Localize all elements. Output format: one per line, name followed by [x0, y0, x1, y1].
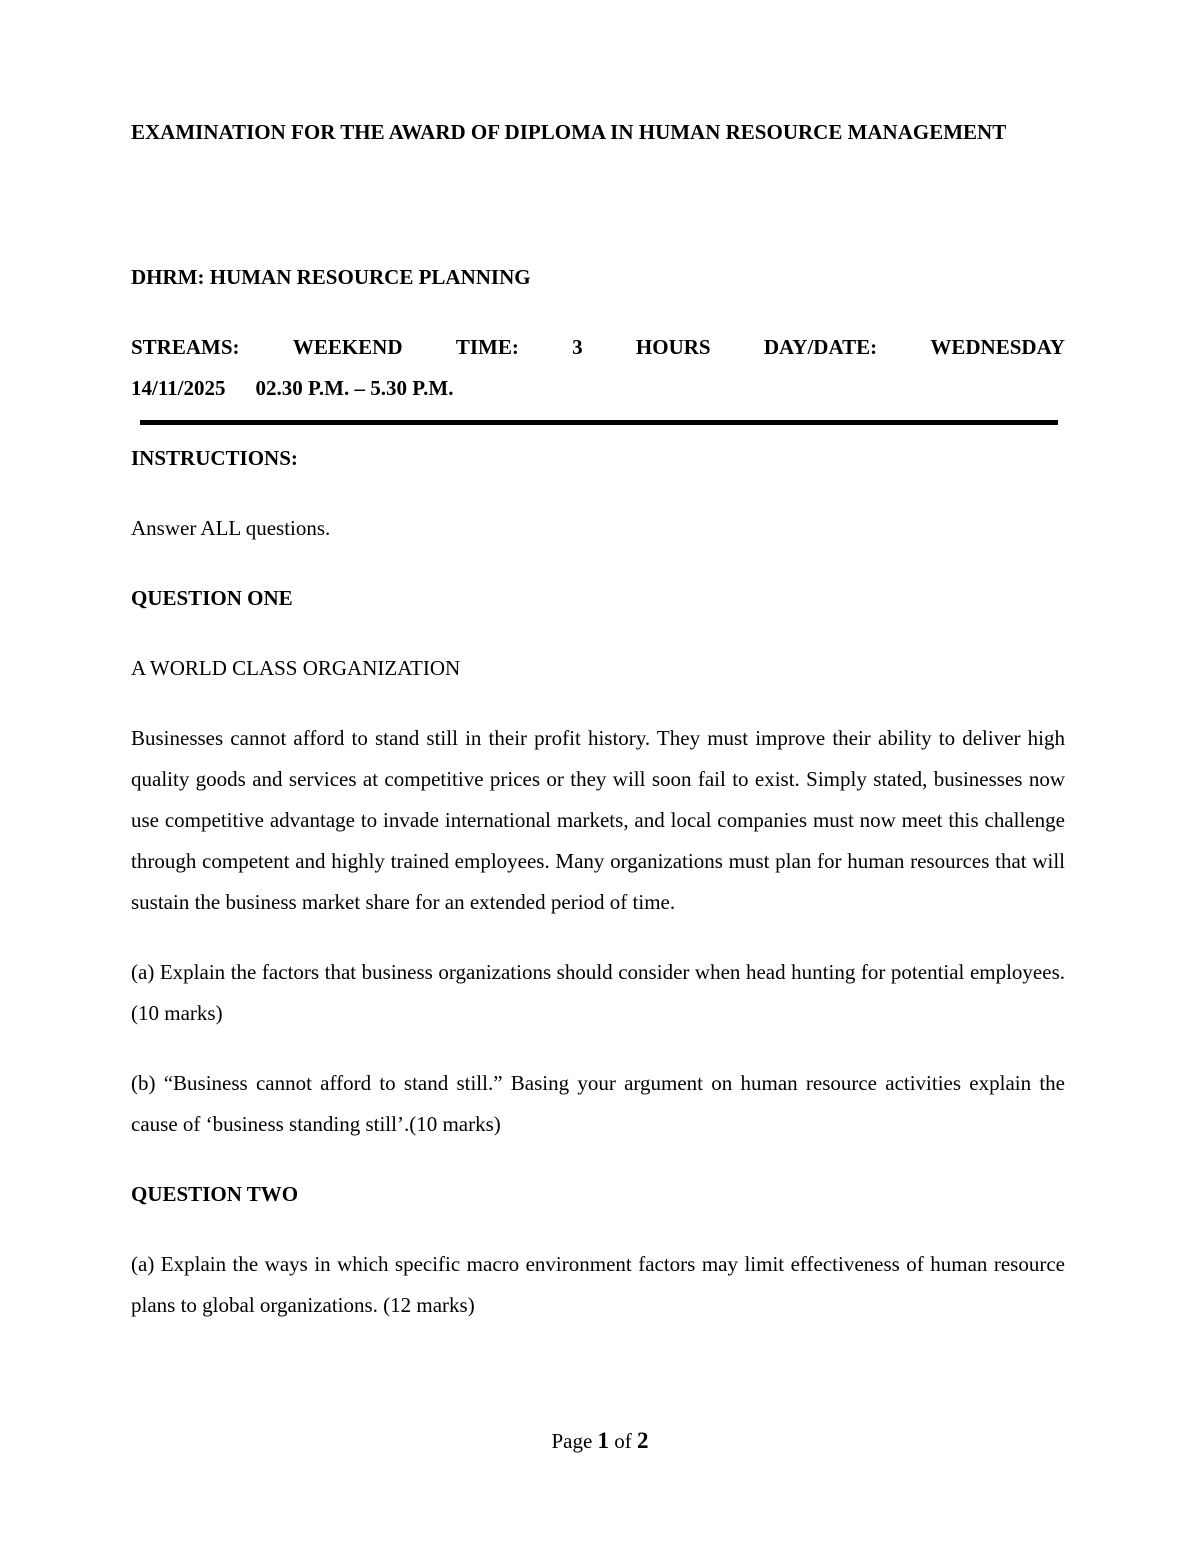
footer-page-total: 2	[637, 1428, 649, 1453]
question-one-part-b: (b) “Business cannot afford to stand still.” Basing your argument on human resource activities explain the cause of ‘business standing still’.(10 marks)	[131, 1071, 1065, 1136]
question-one-heading: QUESTION ONE	[131, 586, 293, 610]
instructions-heading: INSTRUCTIONS:	[131, 446, 298, 470]
streams-label: STREAMS:	[131, 335, 240, 359]
date-value: 14/11/2025	[131, 376, 226, 400]
page-content	[131, 112, 1065, 1326]
question-one-part-a: (a) Explain the factors that business organizations should consider when head hunting for potential employees. (10 marks)	[131, 960, 1065, 1025]
footer-of-word: of	[614, 1429, 632, 1453]
time-num: 3	[572, 335, 583, 359]
course-title: DHRM: HUMAN RESOURCE PLANNING	[131, 265, 531, 289]
instructions-text: Answer ALL questions.	[131, 516, 331, 540]
exam-details	[131, 327, 1065, 409]
page-footer	[0, 1428, 1200, 1454]
exam-title: EXAMINATION FOR THE AWARD OF DIPLOMA IN HUMAN RESOURCE MANAGEMENT	[131, 120, 1007, 144]
question-two-heading: QUESTION TWO	[131, 1182, 299, 1206]
time-unit: HOURS	[635, 335, 711, 359]
streams-row	[131, 327, 1065, 368]
footer-page-num: 1	[597, 1428, 610, 1453]
day-value: WEDNESDAY	[930, 335, 1065, 359]
question-two-part-a: (a) Explain the ways in which specific macro environment factors may limit effectiveness of human resource plans to global organizations. (12 marks)	[131, 1252, 1065, 1317]
daydate-label: DAY/DATE:	[763, 335, 878, 359]
case-title: A WORLD CLASS ORGANIZATION	[131, 656, 461, 680]
footer-page-word: Page	[551, 1429, 593, 1453]
time-range: 02.30 P.M. – 5.30 P.M.	[255, 376, 454, 400]
date-row	[131, 368, 1065, 409]
case-text: Businesses cannot afford to stand still in their profit history. They must improve their ability to deliver high quality goods and services at competitive prices or they will soon fail to exist. Simply stated, businesses now use competitive advantage to invade international markets, and local companies must now meet this challenge through competent and highly trained employees. Many organizations must plan for human resources that will sustain the business market share for an extended period of time.	[131, 726, 1065, 914]
horizontal-rule	[140, 420, 1058, 425]
time-label: TIME:	[455, 335, 519, 359]
streams-value: WEEKEND	[292, 335, 403, 359]
